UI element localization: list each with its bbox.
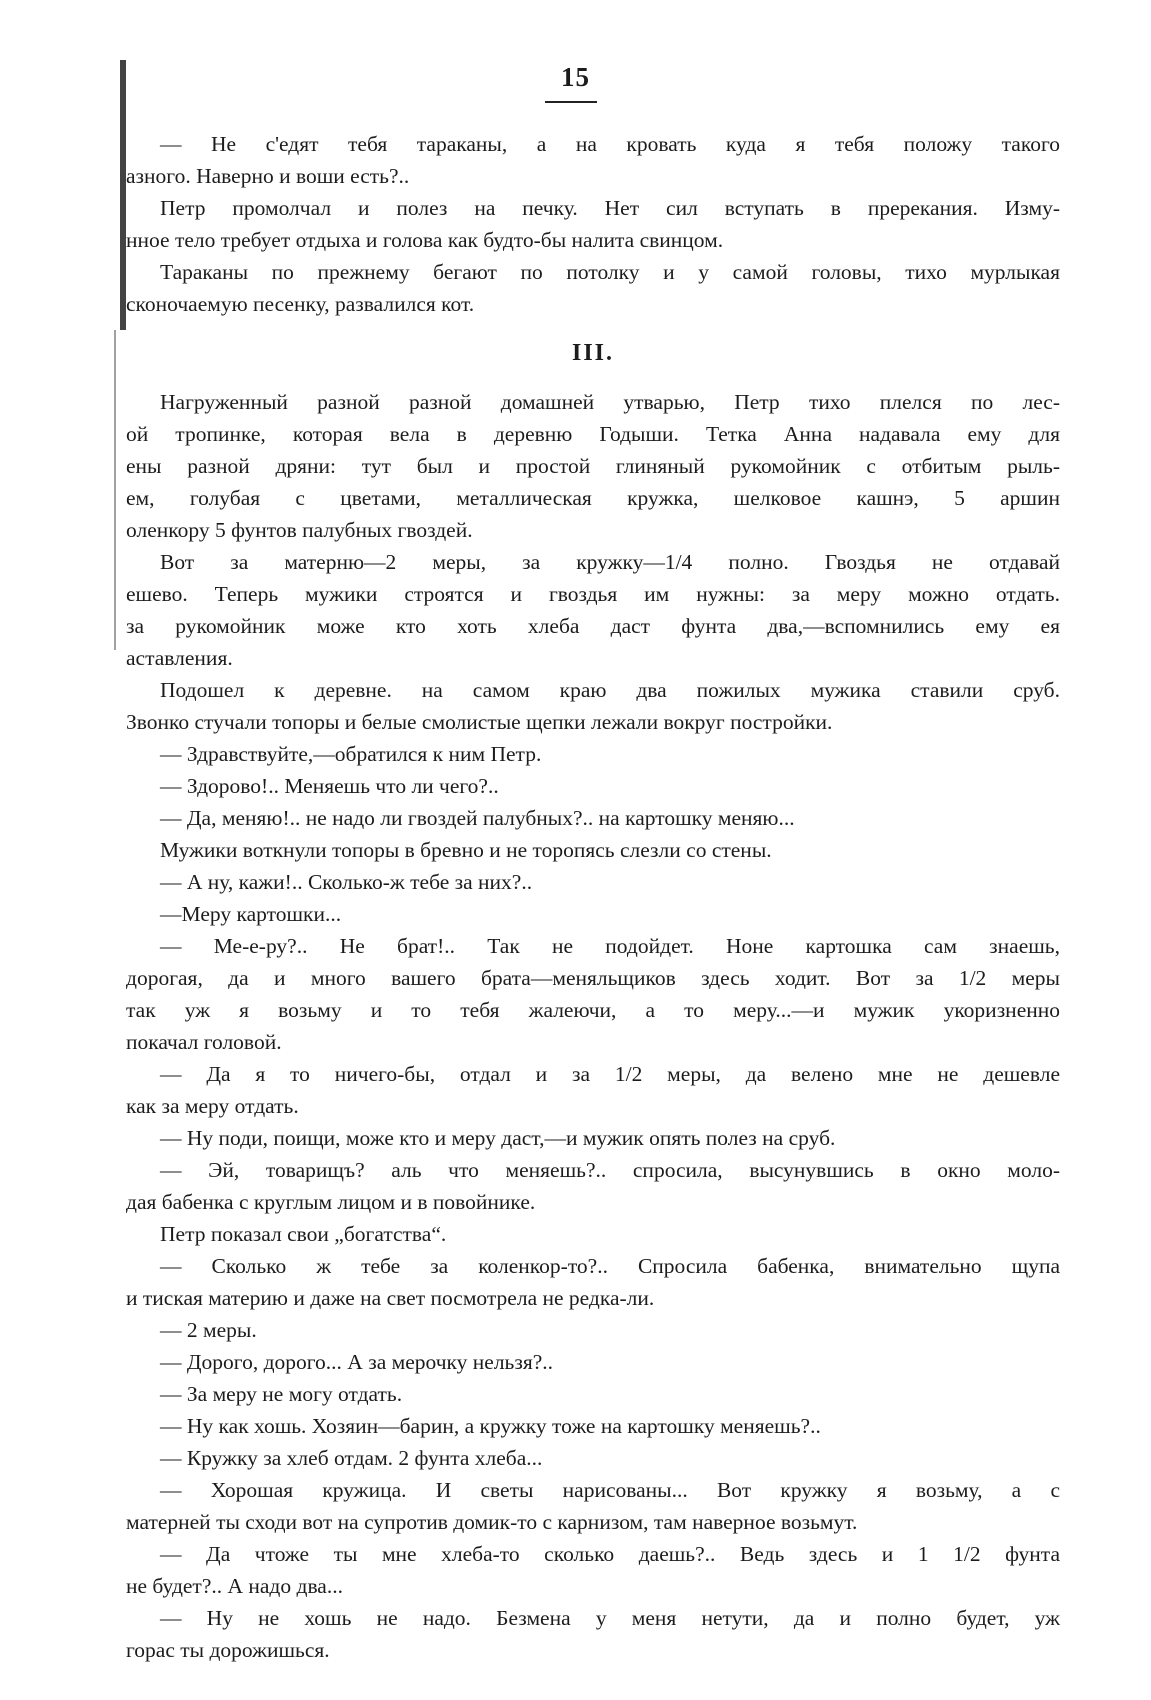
text-line: так уж я возьму и то тебя жалеючи, а то меру...—и мужик укоризненно bbox=[126, 998, 1060, 1022]
text-line: дая бабенка с круглым лицом и в повойнике. bbox=[126, 1190, 536, 1214]
text-line: — Кружку за хлеб отдам. 2 фунта хлеба... bbox=[160, 1446, 543, 1470]
text-line: Звонко стучали топоры и белые смолистые щепки лежали вокруг постройки. bbox=[126, 710, 833, 734]
text-line: Вот за матерню—2 меры, за кружку—1/4 полно. Гвоздья не отдавай bbox=[160, 550, 1060, 574]
section-heading: III. bbox=[571, 340, 615, 366]
page-number: 15 bbox=[561, 62, 590, 92]
text-line: горас ты дорожишься. bbox=[126, 1638, 330, 1662]
text-line: Подошел к деревне. на самом краю два пожилых мужика ставили сруб. bbox=[160, 678, 1060, 702]
text-line: ешево. Теперь мужики строятся и гвоздья им нужны: за меру можно отдать. bbox=[126, 582, 1060, 606]
text-line: за рукомойник може кто хоть хлеба даст фунта два,—вспомнились ему ея bbox=[126, 614, 1060, 638]
text-line: — За меру не могу отдать. bbox=[160, 1382, 403, 1406]
text-block-after-heading bbox=[126, 386, 1060, 1666]
text-line: Петр показал свои „богатства“. bbox=[160, 1222, 447, 1246]
text-line: аставления. bbox=[126, 646, 233, 670]
text-line: оленкору 5 фунтов палубных гвоздей. bbox=[126, 518, 473, 542]
text-line: —Меру картошки... bbox=[160, 902, 342, 926]
scan-binding-edge-faint bbox=[114, 330, 116, 650]
text-line: не будет?.. А надо два... bbox=[126, 1574, 343, 1598]
text-line: Петр промолчал и полез на печку. Нет сил вступать в пререкания. Изму- bbox=[160, 196, 1060, 220]
text-line: покачал головой. bbox=[126, 1030, 282, 1054]
text-line: сконочаемую песенку, развалился кот. bbox=[126, 292, 475, 316]
text-line: — Ну не хошь не надо. Безмена у меня нетути, да и полно будет, уж bbox=[160, 1606, 1060, 1630]
text-line: — Не с'едят тебя тараканы, а на кровать куда я тебя положу такого bbox=[160, 132, 1060, 156]
text-line: ой тропинке, которая вела в деревню Годыши. Тетка Анна надавала ему для bbox=[126, 422, 1060, 446]
text-line: — 2 меры. bbox=[160, 1318, 257, 1342]
text-line: — Ну как хошь. Хозяин—барин, а кружку тоже на картошку меняешь?.. bbox=[160, 1414, 821, 1438]
text-line: — Ме-е-ру?.. Не брат!.. Так не подойдет. Ноне картошка сам знаешь, bbox=[160, 934, 1060, 958]
text-line: — Да, меняю!.. не надо ли гвоздей палубных?.. на картошку меняю... bbox=[160, 806, 795, 830]
page-number-rule bbox=[545, 101, 597, 103]
text-line: Тараканы по прежнему бегают по потолку и у самой головы, тихо мурлыкая bbox=[160, 260, 1060, 284]
text-line: — Ну поди, поищи, може кто и меру даст,—и мужик опять полез на сруб. bbox=[160, 1126, 836, 1150]
text-block-before-heading bbox=[126, 128, 1060, 320]
text-line: — Эй, товарищъ? аль что меняешь?.. спросила, высунувшись в окно моло- bbox=[160, 1158, 1060, 1182]
text-line: нное тело требует отдыха и голова как будто-бы налита свинцом. bbox=[126, 228, 724, 252]
text-line: как за меру отдать. bbox=[126, 1094, 299, 1118]
text-line: ем, голубая с цветами, металлическая кружка, шелковое кашнэ, 5 аршин bbox=[126, 486, 1060, 510]
text-line: матерней ты сходи вот на супротив домик-то с карнизом, там наверное возьмут. bbox=[126, 1510, 858, 1534]
text-line: Мужики воткнули топоры в бревно и не торопясь слезли со стены. bbox=[160, 838, 772, 862]
text-line: — Дорого, дорого... А за мерочку нельзя?.. bbox=[160, 1350, 554, 1374]
text-line: Нагруженный разной разной домашней утварью, Петр тихо плелся по лес- bbox=[160, 390, 1060, 414]
text-line: — Да я то ничего-бы, отдал и за 1/2 меры, да велено мне не дешевле bbox=[160, 1062, 1060, 1086]
text-line: — А ну, кажи!.. Сколько-ж тебе за них?.. bbox=[160, 870, 533, 894]
text-line: — Хорошая кружица. И светы нарисованы... Вот кружку я возьму, а с bbox=[160, 1478, 1060, 1502]
text-line: ены разной дряни: тут был и простой глиняный рукомойник с отбитым рыль- bbox=[126, 454, 1060, 478]
text-line: дорогая, да и много вашего брата—меняльщиков здесь ходит. Вот за 1/2 меры bbox=[126, 966, 1060, 990]
text-line: — Здравствуйте,—обратился к ним Петр. bbox=[160, 742, 542, 766]
body-text bbox=[126, 128, 1060, 1666]
text-line: — Здорово!.. Меняешь что ли чего?.. bbox=[160, 774, 499, 798]
text-line: азного. Наверно и воши есть?.. bbox=[126, 164, 410, 188]
text-line: и тиская материю и даже на свет посмотрела не редка-ли. bbox=[126, 1286, 655, 1310]
text-line: — Сколько ж тебе за коленкор-то?.. Спросила бабенка, внимательно щупа bbox=[160, 1254, 1060, 1278]
text-line: — Да чтоже ты мне хлеба-то сколько даешь?.. Ведь здесь и 1 1/2 фунта bbox=[160, 1542, 1060, 1566]
